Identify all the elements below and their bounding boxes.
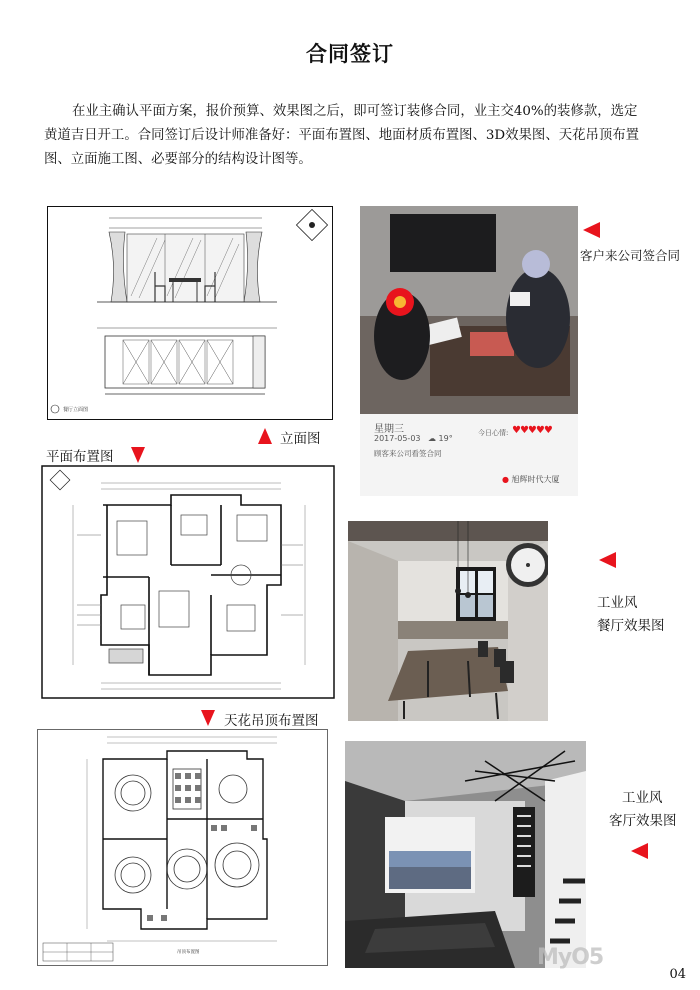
dining-label-line1: 工业风 (597, 595, 638, 611)
paragraph-line-2: 黄道吉日开工。合同签订后设计师准备好：平面布置图、地面材质布置图、3D效果图、天花吊顶布置 (44, 128, 640, 143)
living-label-line1: 工业风 (622, 790, 663, 806)
elevation-label: 立面图 (280, 431, 321, 447)
watermark-text: MyO5 (537, 945, 604, 970)
contract-signing-arrow (583, 222, 600, 238)
card-caption: 顾客来公司看签合同 (374, 449, 442, 458)
card-location-text: 旭辉时代大厦 (511, 475, 560, 484)
location-pin-icon: ● (502, 475, 509, 484)
mood-hearts (512, 425, 552, 436)
ceiling-plan-arrow (201, 710, 215, 726)
card-date: 2017-05-03 (374, 434, 421, 443)
ceiling-plan-label: 天花吊顶布置图 (224, 713, 319, 729)
paragraph-line-3: 图、立面施工图、必要部分的结构设计图等。 (44, 152, 312, 167)
intro-paragraph (44, 100, 664, 172)
card-weekday: 星期三 (374, 424, 404, 435)
elevation-arrow (258, 428, 272, 444)
contract-signing-photo (360, 206, 578, 414)
cloud-icon: ☁ (428, 434, 436, 443)
contract-signing-label: 客户来公司签合同 (580, 248, 681, 263)
ceiling-plan-drawing (37, 729, 328, 966)
card-location (502, 474, 560, 485)
living-render (345, 741, 586, 968)
dining-render (348, 521, 548, 721)
dining-label-line2: 餐厅效果图 (597, 618, 665, 634)
floor-plan-arrow (131, 447, 145, 463)
page-number: 04 (669, 967, 686, 982)
paragraph-line-1: 在业主确认平面方案，报价预算、效果图之后，即可签订装修合同，业主交40%的装修款，选定 (72, 104, 638, 119)
card-weather-value: 19° (438, 434, 453, 443)
floor-plan-label: 平面布置图 (46, 449, 114, 465)
elevation-drawing (47, 206, 333, 420)
living-label-line2: 客厅效果图 (609, 813, 677, 829)
card-weather (428, 434, 453, 443)
elevation-caption: 餐厅立面图 (63, 407, 89, 413)
contract-signing-photo-card (360, 206, 578, 496)
ceiling-caption: 吊顶布置图 (177, 950, 200, 955)
page-title: 合同签订 (306, 41, 394, 66)
living-arrow (631, 843, 648, 859)
watermark (537, 945, 603, 970)
card-mood-label: 今日心情: (478, 429, 509, 437)
heart-icon: ♥♥♥♥♥ (512, 425, 552, 436)
floor-plan-drawing (41, 465, 335, 699)
dining-arrow (599, 552, 616, 568)
